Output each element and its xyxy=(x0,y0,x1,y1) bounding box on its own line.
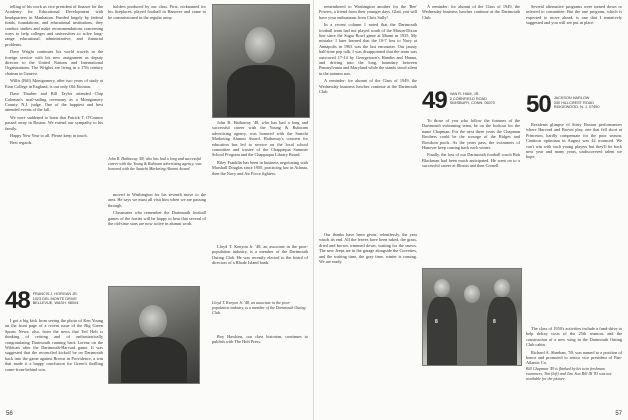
address-line: SIMSBURY, CONN. 06070 xyxy=(449,101,495,106)
page-number: 57 xyxy=(615,411,622,417)
left-column-3-bottom xyxy=(212,334,308,410)
paragraph: A reminder: for alumni of the Class of 1949, the Wednesday business lunches continue at the Dartmouth Club. xyxy=(319,78,417,95)
class-49-notes xyxy=(422,118,520,410)
left-column-3 xyxy=(212,120,308,240)
paragraph: Roy Hawkins, our class historian, continues to publish with The Holt Press. xyxy=(212,334,308,345)
paragraph: remembered to Washington another for the 'Bee' Powers, a friend from their younger days. Glad, you will have your enthusiasm from Chris Sully! xyxy=(319,4,417,20)
address-line: BELLEVUE, WASH. 98004 xyxy=(32,301,79,306)
paragraph: A reminder: for alumni of the Class of 1949, the Wednesday business lunches continue at the Dartmouth Club. xyxy=(422,4,520,20)
paragraph: moved to Washington for his seventh move to the area. He says we must all visit him when we are passing through. xyxy=(108,192,206,208)
page-number: 56 xyxy=(6,411,13,417)
portrait-photo-hathaway xyxy=(212,4,310,118)
paragraph: Our thanks have been given; relentlessly, the year winds its end. All the leaves have been raked, the grass, dried and brown, trimmed down, waiting for the snows. The new Jeeps are in the garage alongside the Corvettes, and the waiting time, the gray time, winter is coming. We are ready. xyxy=(319,232,417,265)
class-48-header xyxy=(5,287,79,314)
paragraph: Richard A. Sheehan, '50, was named to a position of honor and promoted to senior vice president of Pan-Atlantic Co. xyxy=(526,349,622,366)
paragraph: Happy New Year to all. Please keep in touch. xyxy=(10,132,88,138)
portrait-photo-kenyon xyxy=(108,286,200,384)
jersey-number: 8 xyxy=(493,319,496,325)
paragraph: The class of 1950's activities include a fund-drive to help defray costs of the 25th reunion, and the construction of a new wing in the Dartmouth Outing Club cabin. xyxy=(526,326,622,348)
paragraph: John R. Hathaway '48, who has had a long and successful career with the Young & Rubicam advertising agency, was honored with the Saatchi Marketing Alumni Award. Hathaway's concern for education has led to service on the local school committee and trustee of the Chappaqua Summer School Program and the Chappaqua Library Board. xyxy=(212,120,308,158)
paragraph: Best regards. xyxy=(10,140,33,146)
left-column-2 xyxy=(108,4,206,154)
right-column-3-top xyxy=(526,4,622,90)
class-number: 50 xyxy=(526,91,551,118)
address-line: RIDGEWOOD, N. J. 07450 xyxy=(553,105,600,110)
right-column-2-top xyxy=(422,4,520,86)
class-50-header xyxy=(526,91,600,118)
paragraph: holders produced by our class. First, nicknamed for his fireplaces, played football in Hanover and came to be commissioned in the regular army. xyxy=(108,4,206,20)
group-photo-chapman-swimmers xyxy=(422,268,522,366)
paragraph: We were saddened to learn that Patrick T. O'Connor passed away in Boston. We extend our sympathy to his family. xyxy=(5,114,103,131)
class-secretary-address xyxy=(450,92,495,106)
left-column-2-lower xyxy=(108,192,206,282)
paragraph: Riley Franklin has been in business negotiating with Marshall Douglas since 1950, practicing law in Atlanta, then the Navy and Air Force fighters. xyxy=(212,159,308,176)
left-column-3-lower xyxy=(212,244,308,298)
address-line: 330 HILLCREST ROAD xyxy=(553,100,594,105)
right-column-1 xyxy=(319,4,417,229)
paragraph: Dave Thurber and Bill Taylor attended Chip Coleman's mail-sailing ceremony as a Montgomery County, N.J. judge. One of the happiest and best attended events of the fall. xyxy=(5,91,103,113)
paragraph: Several alternative programs were turned down or referred to committee. But the one program, which is expected to move ahead, is one that I tentatively suggested and you will see put in place. xyxy=(526,4,622,26)
paragraph: telling of his work as vice president of finance for the Academy for Educational Development with headquarters in Manhattan. Funded largely by federal funds, foundations, and educational institutions, they conduct studies and make recommendations concerning ways to help colleges and universities to solve long-range educational, administrative, and financial problems. xyxy=(5,4,103,47)
paragraph: Willis (Bill) Montgomery, after two years of study at Eton College in England, is our only Old Etonian. xyxy=(5,78,103,89)
address-line: 1023 DEL MONTE DRIVE xyxy=(32,296,77,301)
address-line: FRANCIS J. HORGAN JR. xyxy=(32,292,78,296)
class-49-header xyxy=(422,87,495,114)
paragraph: To those of you who follow the fortunes of the Dartmouth swimming team, be on the lookout for the name Chapman. For the next three years the Chapman Brothers could be the scourge of the Ridges and Bowdoin pools. As the years pass, the swimmers of Hanover keep coming back each winter. xyxy=(422,118,520,151)
photo-caption: Bill Chapman '49 is flanked by his twin freshman swimmers, Tim (left) and Jim. Son Bill III '83 was not available for the picture. xyxy=(526,366,612,381)
class-48-notes xyxy=(5,318,103,413)
class-secretary-address xyxy=(554,96,600,110)
paragraph: Residents glimpse of thirty Boston performances where Harvard and Brown play, one that fell short at Princeton, hardly compensate for the poor season. Cautious optimism in August was 42 trounced. We can't win with such young players but they'll be back next year and many years, undiscovered talent we hope. xyxy=(526,122,622,160)
paragraph: Classmates who remember the Dartmouth football games of the forties will be happy to hear that several of the old-time stars are now active in alumni work. xyxy=(108,210,206,227)
class-number: 48 xyxy=(5,287,30,314)
class-50-notes xyxy=(526,122,622,322)
address-line: 2 CORNFIELD ROAD xyxy=(449,96,487,101)
paragraph: Finally, the loss of our Dartmouth football coach Bob Blackman had been much anticipated. He went on to a successful career at Illinois and then Cornell. xyxy=(422,152,520,169)
paragraph: In a recent column I noted that the Dartmouth football team had not played south of the Mason-Dixon line since the Sugar Bowl game at Miami in 1935. My mistake. I later learned that the 10-7 loss to Navy at Annapolis in 1963 was the last encounter. Our jaunty half-time pep talk, I was disappointed that the team was outscored 17-14 by Georgetown's Hamlin and Hanna, and driving into the long, boundary between Pennsylvania and Maryland while the stands stood silent in the autumn sun. xyxy=(319,22,417,76)
photo-caption: John R. Hathaway '48, who has had a long and successful career with the Young & Rubicam advertising agency, was honored with the Saatchi Marketing Alumni Award. xyxy=(108,156,202,171)
right-column-1-lower xyxy=(319,232,417,410)
right-page xyxy=(314,0,628,420)
photo-caption: Lloyd T. Kenyon Jr. '48, an associate in the poor-population industry, is a member of the Dartmouth Outing Club. xyxy=(212,300,306,315)
address-line: VAN R. HAM, JR. xyxy=(449,92,480,96)
paragraph: Dave Wright continues his world travels in the foreign service with his new assignment as deputy director to the United Nations and International Organizations. The Wrights are living in a 17th century chateau in Geneva. xyxy=(5,49,103,76)
paragraph: I got a big kick from seeing the photo of Ken Young on the front page of a recent issue of the Big Green Sports News; also, from the news that Ted Holt is thinking of retiring and of enthusiastically congratulating Dartmouth running back Lorenz on the Wildcats after the Dartmouth-Harvard game. It was suggested that the reconciled kickoff be on Dartmouth back into the game against Brown in Providence, a win that made it a happy conclusion for Green's thrilling come-from-behind win. xyxy=(5,318,103,372)
class-secretary-address xyxy=(33,292,79,306)
address-line: JACKSON HARLOW xyxy=(553,96,590,100)
paragraph: Lloyd T. Kenyon Jr. '48, an associate in the poor-population industry, is a member of the Dartmouth Outing Club. He was recently elected to the board of directors of a Rhode Island bank. xyxy=(212,244,308,266)
jersey-number: 8 xyxy=(435,319,438,325)
class-number: 49 xyxy=(422,87,447,114)
